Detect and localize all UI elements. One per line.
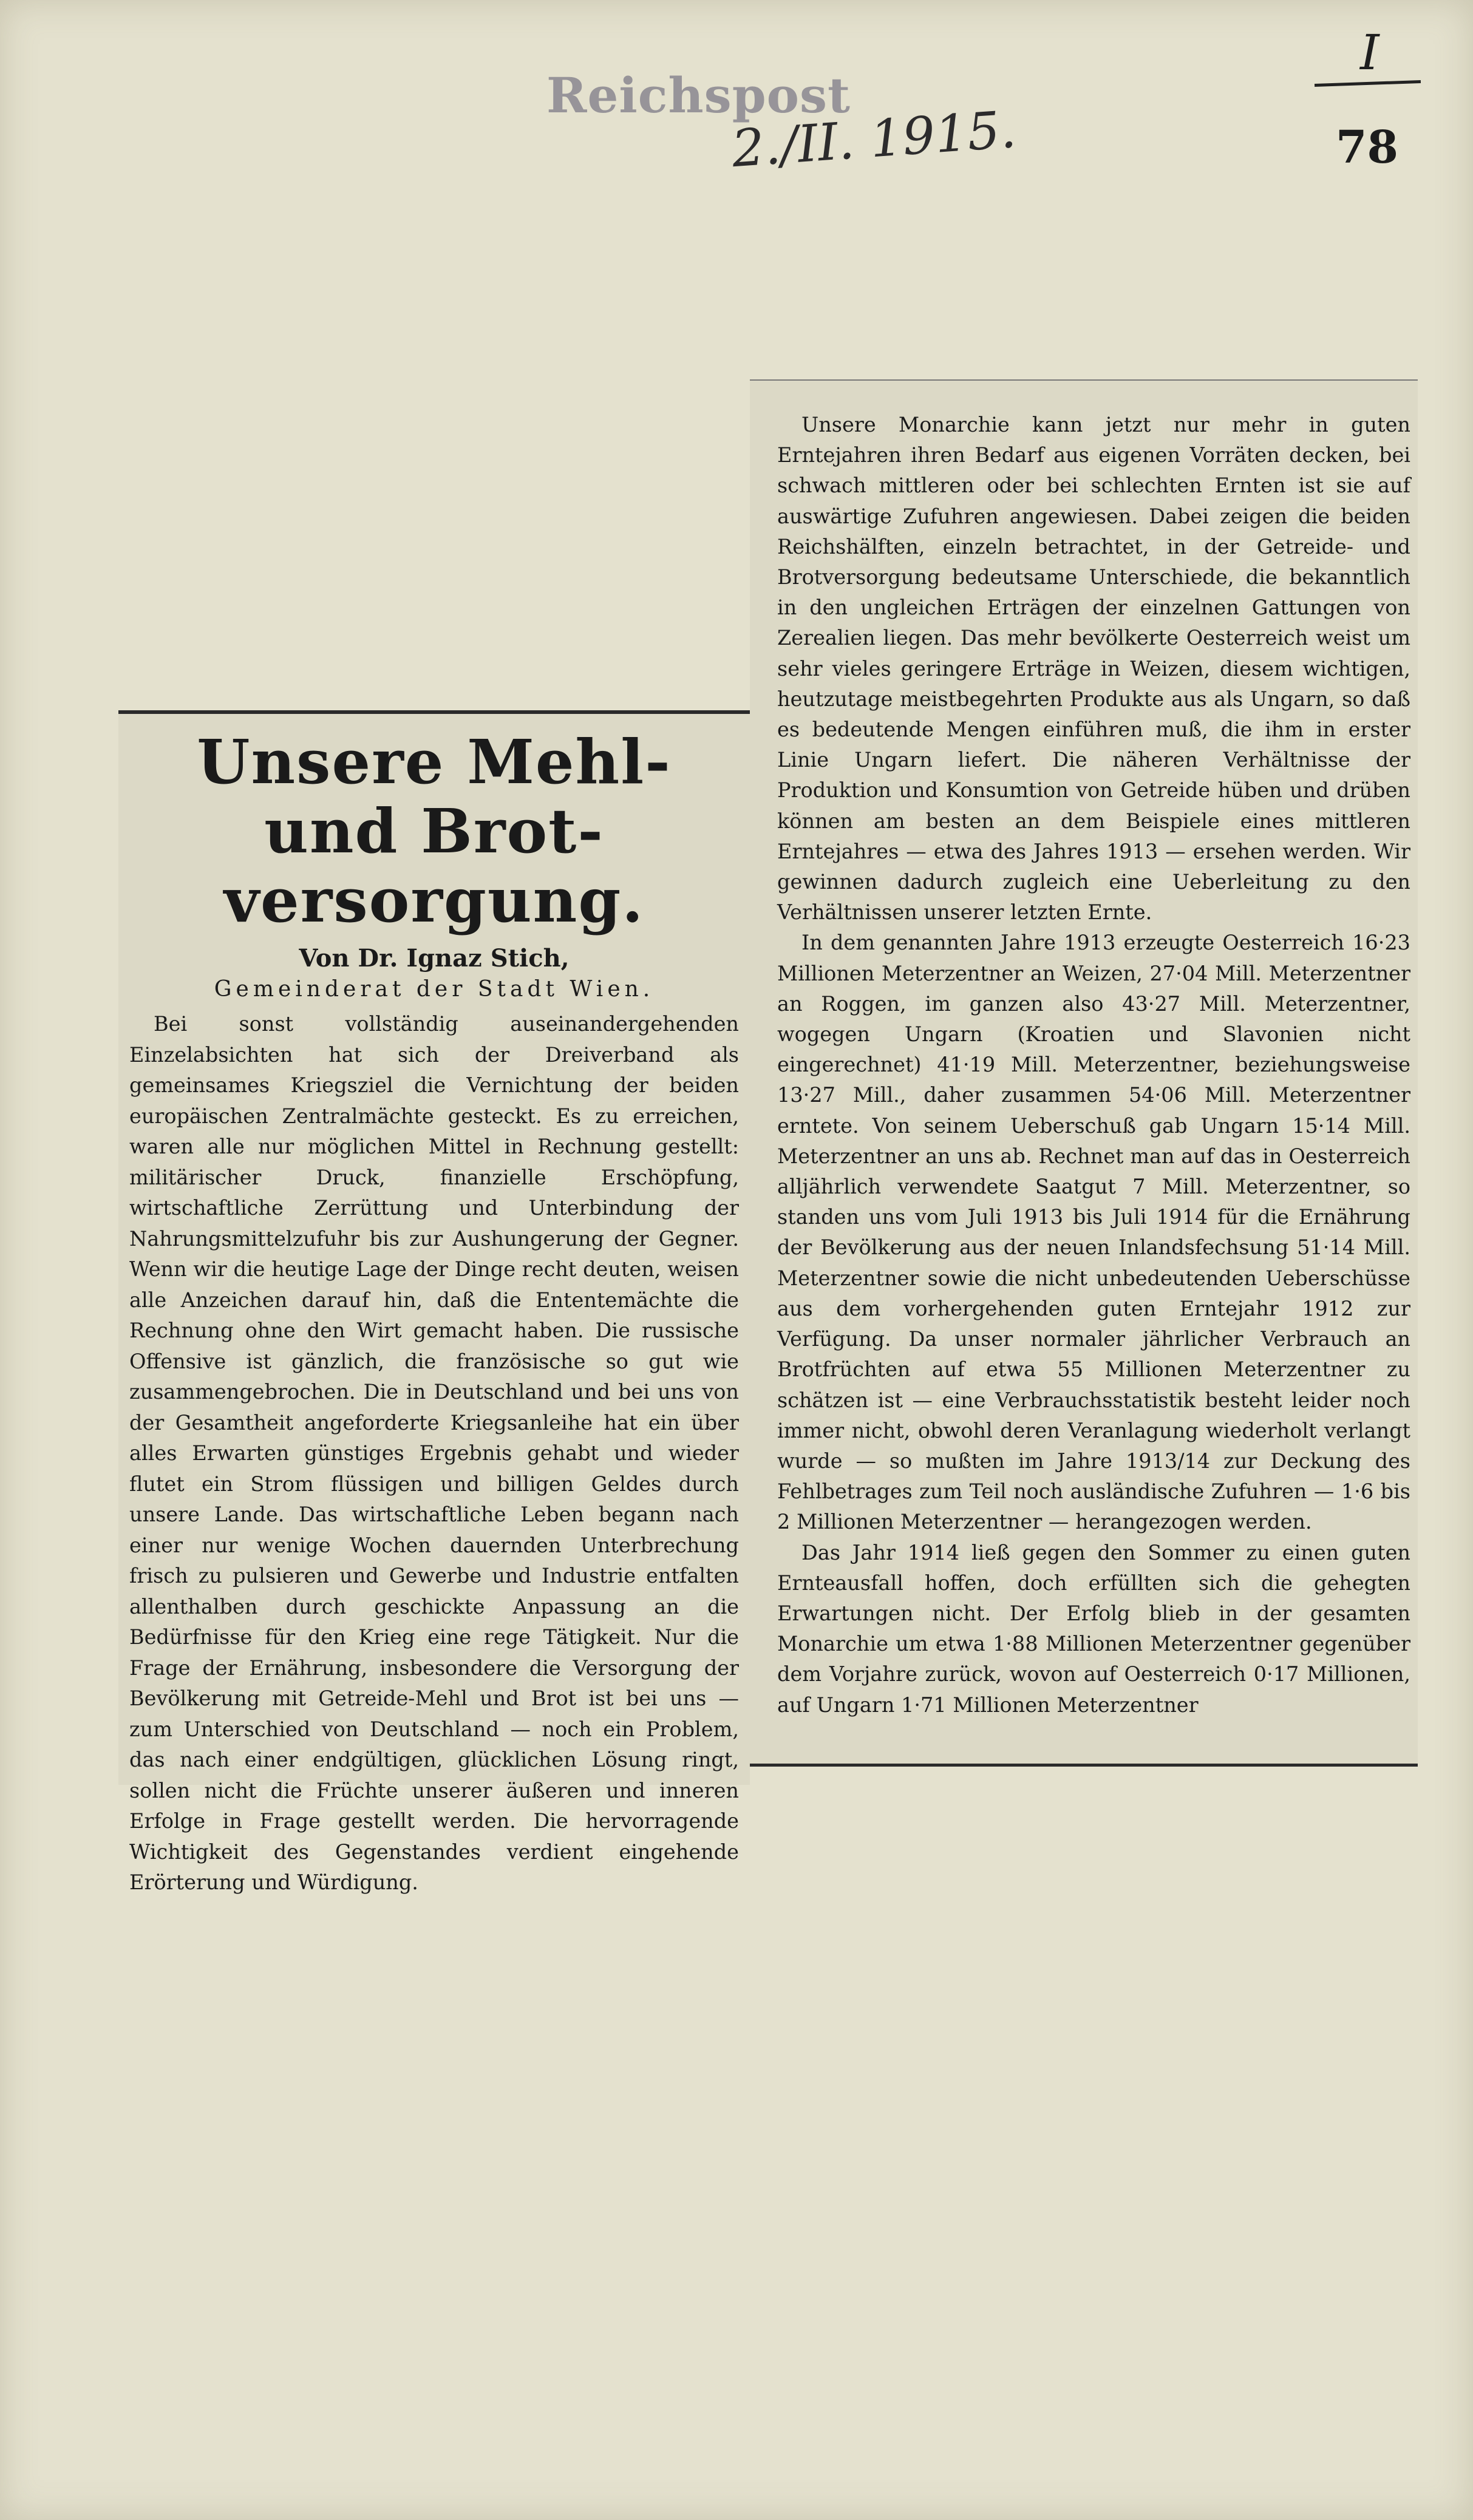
paragraph: Unsere Monarchie kann jetzt nur mehr in guten Erntejahren ihren Bedarf aus eigenen Vorräten decken, bei schwach mittleren oder bei schlechten Ernten ist sie auf auswärtige Zufuhren angewiesen. Dabei zeigen die beiden Reichshälften, einzeln betrachtet, in der Getreide- und Brotversorgung bedeutsame Unterschiede, die bekanntlich in den ungleichen Erträgen der einzelnen Gattungen von Zerealien liegen. Das mehr bevölkerte Oesterreich weist um sehr vieles geringere Erträge in Weizen, diesem wichtigen, heutzutage meistbegehrten Produkte aus als Ungarn, so daß es bedeutende Mengen einführen muß, die ihm in erster Linie Ungarn liefert. Die näheren Verhältnisse der Produktion und Konsumtion von Getreide hüben und drüben können am besten an dem Beispiele eines mittleren Erntejahres — etwa des Jahres 1913 — ersehen werden. Wir gewinnen dadurch zugleich eine Ueberleitung zu den Verhältnissen unserer letzten Ernte. xyxy=(777,413,1410,925)
clipping-column-2 xyxy=(750,379,1418,1767)
article-byline: Von Dr. Ignaz Stich, xyxy=(299,944,570,973)
newspaper-stamp: Reichspost xyxy=(546,67,851,124)
paragraph: Bei sonst vollständig auseinandergehenden Einzelabsichten hat sich der Dreiverband als gemeinsames Kriegsziel die Vernichtung der beiden europäischen Zentralmächte gesteckt. Es zu erreichen, waren alle nur möglichen Mittel in Rechnung gestellt: militärischer Druck, finanzielle Erschöpfung, wirtschaftliche Zerrüttung und Unterbindung der Nahrungsmittelzufuhr bis zur Aushungerung der Gegner. Wenn wir die heutige Lage der Dinge recht deuten, weisen alle Anzeichen darauf hin, daß die Ententemächte die Rechnung ohne den Wirt gemacht haben. Die russische Offensive ist gänzlich, die französische so gut wie zusammengebrochen. Die in Deutschland und bei uns von der Gesamtheit angeforderte Kriegsanleihe hat ein über alles Erwarten günstiges Ergebnis gehabt und wieder flutet ein Strom flüssigen und billigen Geldes durch unsere Lande. Das wirtschaftliche Leben begann nach einer nur wenige Wochen dauernden Unterbrechung frisch zu pulsieren und Gewerbe und Industrie entfalten allenthalben durch geschickte Anpassung an die Bedürfnisse für den Krieg eine rege Tätigkeit. Nur die Frage der Ernährung, insbesondere die Versorgung der Bevölkerung mit Getreide-Mehl und Brot ist bei uns — zum Unterschied von Deutschland — noch ein Problem, das nach einer endgültigen, glücklichen Lösung ringt, sollen nicht die Früchte unserer äußeren und inneren Erfolge in Frage gestellt werden. Die hervorragende Wichtigkeit des Gegenstandes verdient eingehende Erörterung und Würdigung. xyxy=(129,1012,739,1894)
paragraph: In dem genannten Jahre 1913 erzeugte Oesterreich 16·23 Millionen Meterzentner an Weizen, 27·04 Mill. Meterzentner an Roggen, im ganzen also 43·27 Mill. Meterzentner, wogegen Ungarn (Kroatien und Slavonien nicht eingerechnet) 41·19 Mill. Meterzentner, beziehungsweise 13·27 Mill., daher zusammen 54·06 Mill. Meterzentner erntete. Von seinem Ueberschuß gab Ungarn 15·14 Mill. Meterzentner an uns ab. Rechnet man auf das in Oesterreich alljährlich verwendete Saatgut 7 Mill. Meterzentner, so standen uns vom Juli 1913 bis Juli 1914 für die Ernährung der Bevölkerung aus der neuen Inlandsfechsung 51·14 Mill. Meterzentner sowie die nicht unbedeutenden Ueberschüsse aus dem vorhergehenden guten Erntejahr 1912 zur Verfügung. Da unser normaler jährlicher Verbrauch an Brotfrüchten auf etwa 55 Millionen Meterzentner zu schätzen ist — eine Verbrauchsstatistik besteht leider noch immer nicht, obwohl deren Veranlagung wiederholt verlangt wurde — so mußten im Jahre 1913/14 zur Deckung des Fehlbetrages zum Teil noch ausländische Zufuhren — 1·6 bis 2 Millionen Meterzentner — herangezogen werden. xyxy=(777,931,1410,1534)
roman-numeral-mark: I xyxy=(1360,24,1379,81)
paragraph: Das Jahr 1914 ließ gegen den Sommer zu einen guten Ernteausfall hoffen, doch erfüllten sich die gehegten Erwartungen nicht. Der Erfolg blieb in der gesamten Monarchie um etwa 1·88 Millionen Meterzentner gegenüber dem Vorjahre zurück, wovon auf Oesterreich 0·17 Millionen, auf Ungarn 1·71 Millionen Meterzentner xyxy=(777,1540,1410,1717)
article-title xyxy=(129,727,739,935)
article-title-line2: versorgung. xyxy=(223,864,645,936)
page-number: 78 xyxy=(1336,121,1398,174)
handwritten-date: 2./II. 1915. xyxy=(730,99,1018,179)
author-role: Gemeinderat der Stadt Wien. xyxy=(214,977,655,1002)
clipping-column-1 xyxy=(118,710,750,1894)
roman-numeral-underline xyxy=(1315,80,1421,87)
article-title-line1: Unsere Mehl- und Brot- xyxy=(197,726,672,867)
